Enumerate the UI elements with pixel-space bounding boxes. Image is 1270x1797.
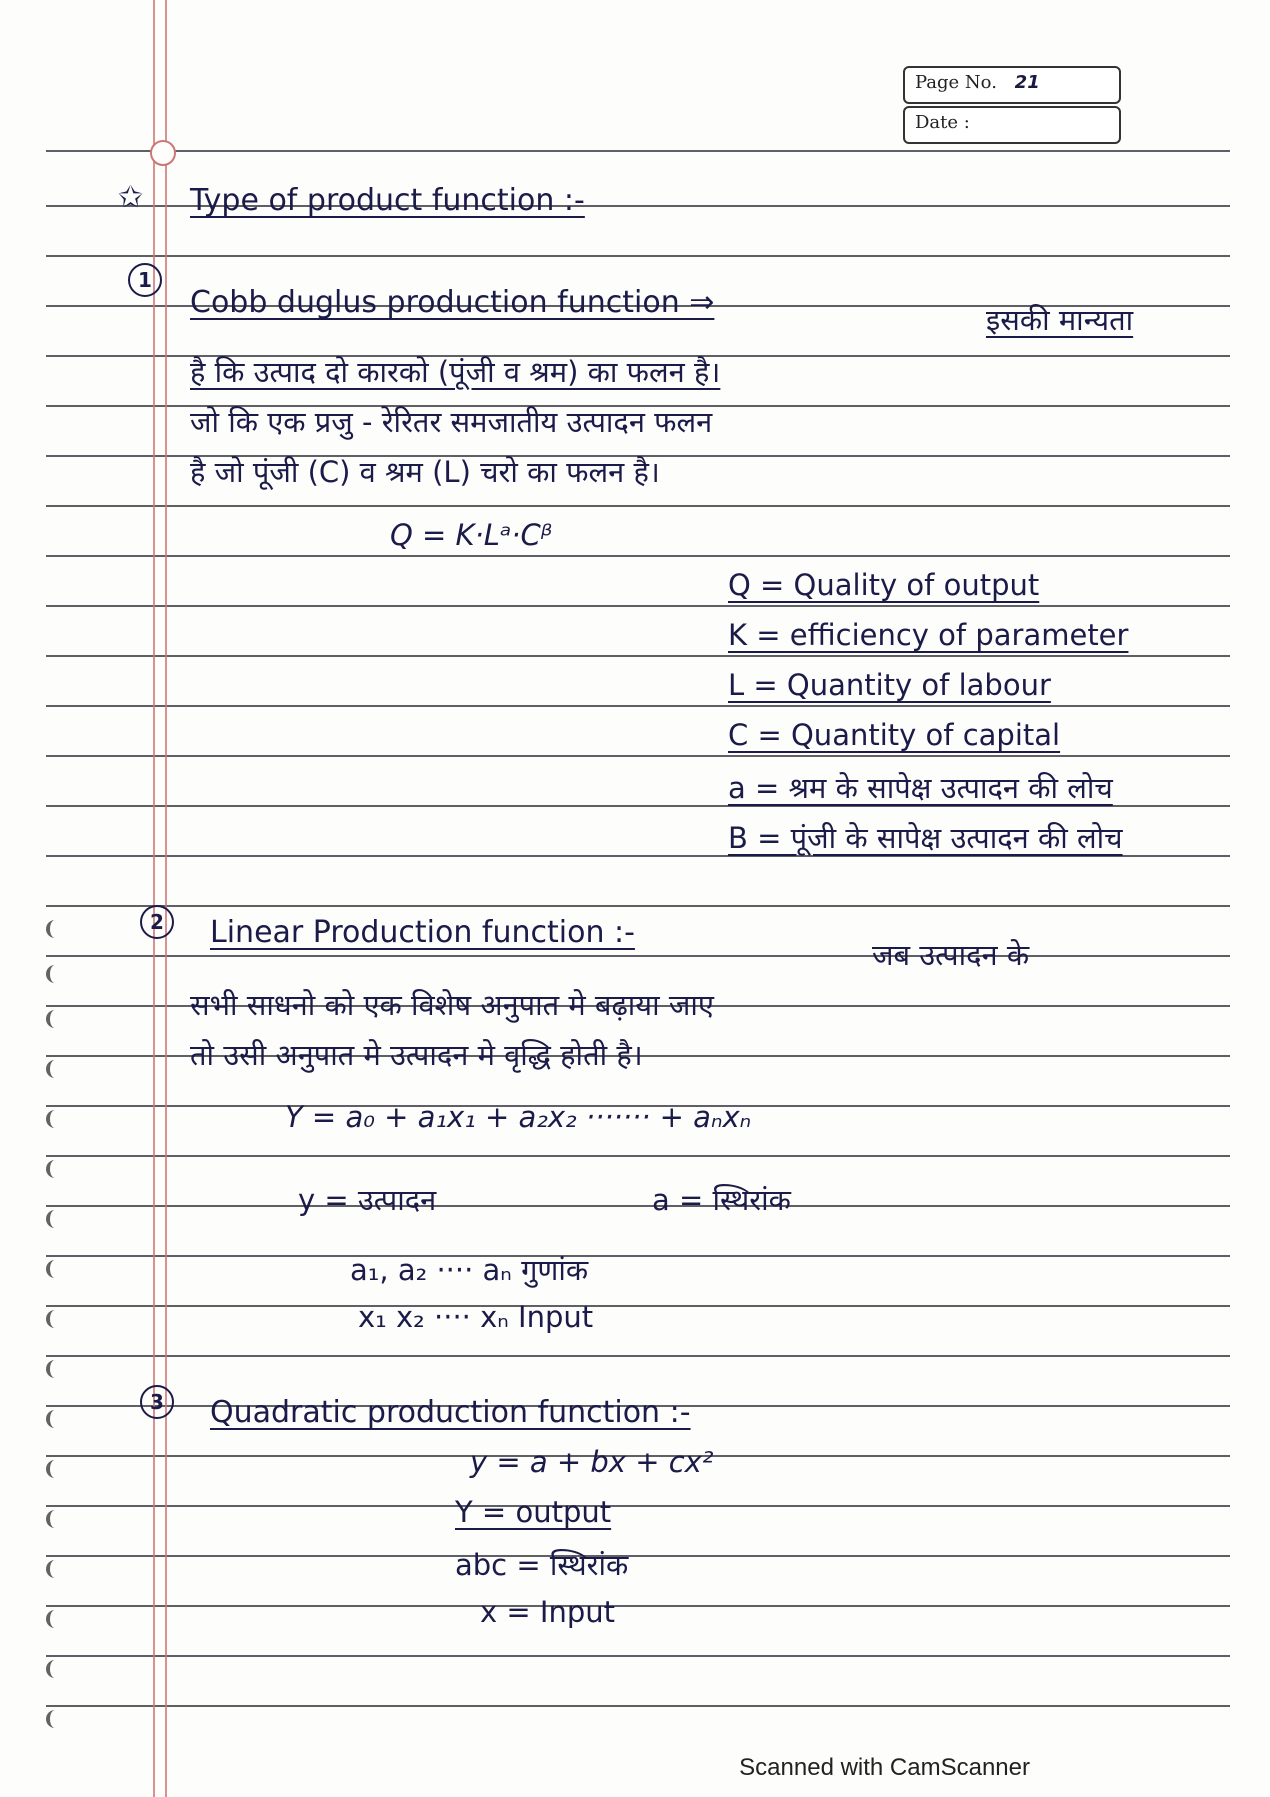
page-no-box [903,66,1121,104]
section-1-def-l: L = Quantity of labour [728,668,1051,702]
section-2-number: 2 [140,905,174,939]
title-star: ✩ [118,180,144,215]
section-3-def-y: Y = output [455,1495,612,1529]
page-title: Type of product function :- [190,183,585,218]
section-3-number: 3 [140,1385,174,1419]
section-2-line2: सभी साधनो को एक विशेष अनुपात मे बढ़ाया जाए [190,988,714,1022]
section-1-def-q: Q = Quality of output [728,568,1040,602]
section-3-formula: y = a + bx + cx² [470,1445,714,1479]
section-2-formula: Y = a₀ + a₁x₁ + a₂x₂ ······· + aₙxₙ [285,1100,752,1134]
section-1-heading: Cobb duglus production function ⇒ [190,285,715,320]
margin-ring [150,140,176,166]
section-2-line1-tail: जब उत्पादन के [872,938,1030,972]
section-2-def-coeff: a₁, a₂ ···· aₙ गुणांक [350,1253,589,1287]
scanner-watermark: Scanned with CamScanner [739,1754,1030,1781]
section-2-def-y: y = उत्पादन [298,1183,437,1217]
section-1-line4: है जो पूंजी (C) व श्रम (L) चरो का फलन है। [190,455,660,489]
section-3-heading: Quadratic production function :- [210,1395,691,1430]
section-1-line2: है कि उत्पाद दो कारको (पूंजी व श्रम) का फलन है। [190,355,721,389]
section-2-heading: Linear Production function :- [210,915,635,950]
section-3-def-x: x = Input [480,1595,615,1629]
section-1-def-k: K = efficiency of parameter [728,618,1129,652]
page-no-value: 21 [1014,72,1040,93]
section-2-def-a: a = स्थिरांक [652,1183,791,1217]
section-1-number: 1 [128,263,162,297]
section-1-def-b: B = पूंजी के सापेक्ष उत्पादन की लोच [728,821,1123,855]
page-no-label: Page No. [915,72,997,93]
date-label: Date : [915,112,970,133]
section-2-def-input: x₁ x₂ ···· xₙ Input [358,1300,594,1334]
section-1-line1-tail: इसकी मान्यता [986,303,1134,337]
margin-line-right [165,0,167,1797]
section-1-formula: Q = K·Lᵃ·Cᵝ [390,518,553,552]
section-2-line3: तो उसी अनुपात मे उत्पादन मे वृद्धि होती है। [190,1038,643,1072]
section-1-line3: जो कि एक प्रजु - रेरितर समजातीय उत्पादन फलन [190,405,713,439]
section-1-def-a: a = श्रम के सापेक्ष उत्पादन की लोच [728,771,1113,805]
date-box [903,106,1121,144]
section-3-def-abc: abc = स्थिरांक [455,1548,629,1582]
section-1-def-c: C = Quantity of capital [728,718,1061,752]
